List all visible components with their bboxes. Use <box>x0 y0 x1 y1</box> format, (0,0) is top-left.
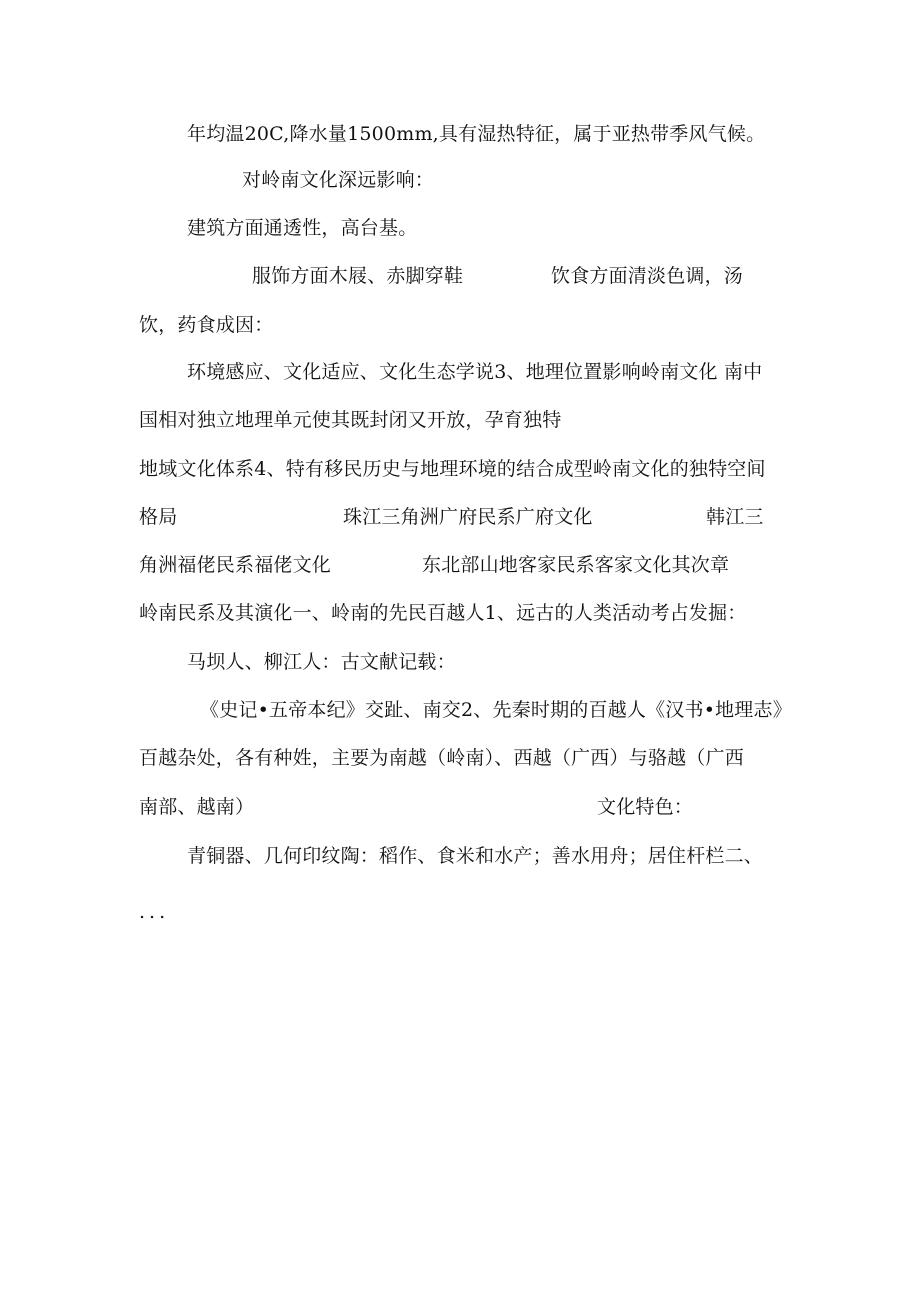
line-text: 地域文化体系4、特有移民历史与地理环境的结合成型岭南文化的独特空间 <box>139 458 766 480</box>
line-text: 服饰方面木屐、赤脚穿鞋 <box>252 265 464 287</box>
line-text: 饮食方面清淡色调，汤 <box>551 265 744 287</box>
text-line-15 <box>139 791 789 823</box>
line-text: 文化特色： <box>597 796 694 818</box>
ellipsis: ... <box>139 901 170 923</box>
line-text: 马坝人、柳江人：古文献记载： <box>187 651 456 673</box>
line-text: 格局 <box>139 506 178 528</box>
text-line-8 <box>139 453 789 485</box>
line-text: 《史记•五帝本纪》交趾、南交2、先秦时期的百越人《汉书•地理志》 <box>200 699 792 721</box>
text-line-5 <box>139 309 789 341</box>
text-line-2 <box>242 164 542 196</box>
text-line-9 <box>139 501 789 533</box>
text-line-16 <box>187 840 787 872</box>
text-line-10 <box>139 549 789 581</box>
text-line-7 <box>139 404 789 436</box>
text-line-14 <box>139 742 789 774</box>
text-line-4 <box>252 260 792 292</box>
line-text: 珠江三角洲广府民系广府文化 <box>343 506 593 528</box>
text-line-12 <box>187 646 687 678</box>
line-text: 南部、越南） <box>139 796 255 818</box>
text-line-1 <box>187 118 787 150</box>
line-text: 环境感应、文化适应、文化生态学说3、地理位置影响岭南文化 南中 <box>187 361 763 383</box>
line-text: 韩江三 <box>706 506 764 528</box>
line-text: 角洲福佬民系福佬文化 <box>139 554 332 576</box>
line-text: 岭南民系及其演化一、岭南的先民百越人1、远古的人类活动考占发掘： <box>139 602 747 624</box>
line-text: 年均温20C,降水量1500mm,具有湿热特征，属于亚热带季风气候。 <box>187 123 766 145</box>
text-line-13 <box>200 694 790 726</box>
line-text: 百越杂处，各有种姓，主要为南越（岭南）、西越（广西）与骆越（广西 <box>139 747 744 769</box>
text-line-6 <box>187 356 787 388</box>
text-line-11 <box>139 597 789 629</box>
line-text: 国相对独立地理单元使其既封闭又开放，孕育独特 <box>139 409 562 431</box>
line-text: 东北部山地客家民系客家文化其次章 <box>422 554 730 576</box>
line-text: 对岭南文化深远影响： <box>242 169 435 191</box>
text-line-3 <box>187 212 587 244</box>
line-text: 饮，药食成因： <box>139 314 274 336</box>
line-text: 青铜器、几何印纹陶：稻作、食米和水产；善水用舟；居住杆栏二、 <box>187 845 764 867</box>
line-text: 建筑方面通透性，高台基。 <box>187 217 418 239</box>
